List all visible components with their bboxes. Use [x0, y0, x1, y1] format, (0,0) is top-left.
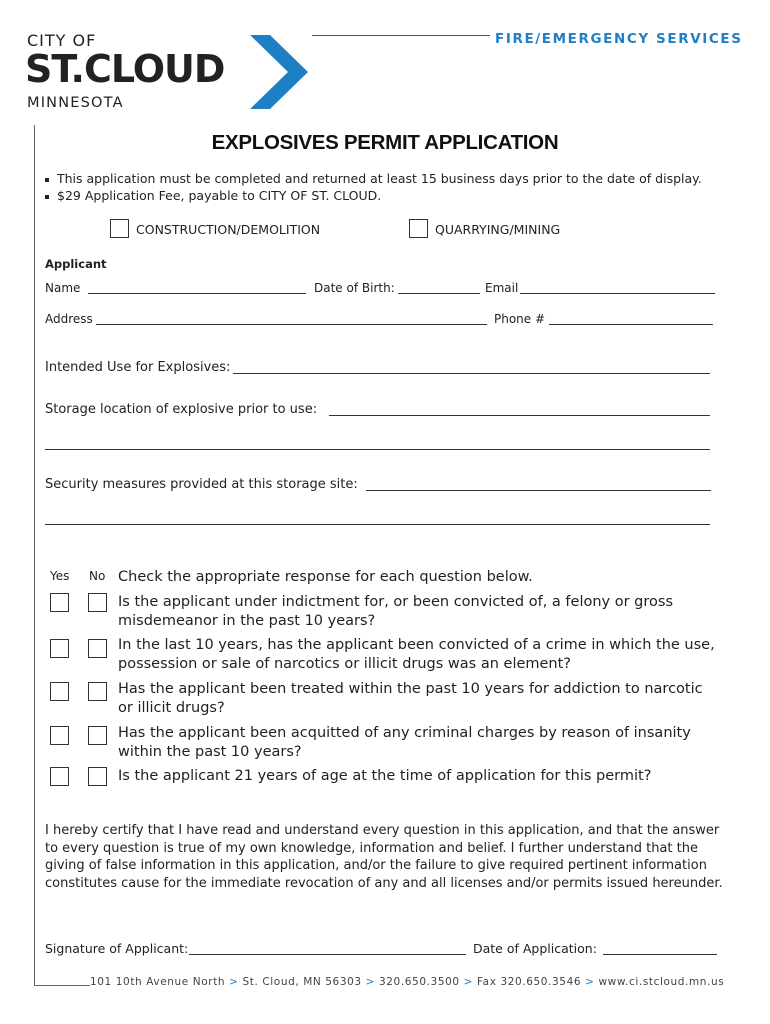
logo-chevron-icon — [250, 35, 310, 109]
phone-field[interactable] — [549, 324, 713, 325]
bullet-item — [45, 171, 702, 186]
bullet-text: This application must be completed and returned at least 15 business days prior to the date of display. — [57, 171, 702, 186]
q4-no-checkbox[interactable] — [88, 726, 107, 745]
storage-location-field[interactable] — [329, 415, 710, 416]
header-rule — [312, 35, 490, 36]
security-measures-label: Security measures provided at this storage site: — [45, 477, 358, 492]
footer-rule — [34, 985, 90, 986]
q1-no-checkbox[interactable] — [88, 593, 107, 612]
q1-yes-checkbox[interactable] — [50, 593, 69, 612]
left-margin-rule — [34, 125, 35, 985]
email-label: Email — [485, 281, 519, 295]
phone-label: Phone # — [494, 312, 546, 326]
question-1: Is the applicant under indictment for, or been convicted of, a felony or gross misdemeanor in the past 10 years? — [118, 594, 673, 629]
question-3: Has the applicant been treated within the past 10 years for addiction to narcotic or illicit drugs? — [118, 681, 703, 716]
security-measures-field-2[interactable] — [45, 524, 710, 525]
logo-city-of: CITY OF — [27, 31, 97, 50]
footer-city: St. Cloud, MN 56303 — [242, 976, 362, 988]
storage-location-label: Storage location of explosive prior to use: — [45, 402, 318, 417]
dob-field[interactable] — [398, 293, 480, 294]
quarrying-checkbox[interactable] — [409, 219, 428, 238]
question-4: Has the applicant been acquitted of any criminal charges by reason of insanity within the past 10 years? — [118, 725, 691, 760]
footer-phone: 320.650.3500 — [378, 976, 460, 988]
page-title: EXPLOSIVES PERMIT APPLICATION — [211, 131, 559, 154]
name-label: Name — [45, 281, 81, 295]
dob-label: Date of Birth: — [314, 281, 395, 295]
footer-separator: > — [365, 976, 376, 988]
footer-separator: > — [585, 976, 595, 988]
footer-separator: > — [463, 976, 474, 988]
footer-address: 101 10th Avenue North — [90, 976, 226, 988]
q4-yes-checkbox[interactable] — [50, 726, 69, 745]
address-label: Address — [45, 312, 93, 326]
construction-checkbox[interactable] — [110, 219, 129, 238]
footer-separator: > — [229, 976, 239, 988]
intended-use-field[interactable] — [233, 373, 710, 374]
name-field[interactable] — [88, 293, 306, 294]
footer-fax: Fax 320.650.3546 — [476, 976, 582, 988]
q2-yes-checkbox[interactable] — [50, 639, 69, 658]
quarrying-label: QUARRYING/MINING — [435, 222, 561, 237]
signature-label: Signature of Applicant: — [45, 941, 189, 956]
department-name: FIRE/EMERGENCY SERVICES — [495, 31, 743, 47]
date-of-application-label: Date of Application: — [473, 941, 597, 956]
security-measures-field[interactable] — [366, 490, 711, 491]
signature-field[interactable] — [189, 954, 466, 955]
storage-location-field-2[interactable] — [45, 449, 710, 450]
date-of-application-field[interactable] — [603, 954, 717, 955]
footer-contact — [90, 976, 724, 988]
questions-intro: Check the appropriate response for each question below. — [118, 569, 533, 585]
construction-label: CONSTRUCTION/DEMOLITION — [136, 222, 321, 237]
no-column-label: No — [89, 569, 106, 583]
q2-no-checkbox[interactable] — [88, 639, 107, 658]
bullet-item — [45, 188, 381, 203]
question-5: Is the applicant 21 years of age at the time of application for this permit? — [118, 768, 652, 784]
bullet-icon — [45, 195, 49, 199]
q5-no-checkbox[interactable] — [88, 767, 107, 786]
logo-state: MINNESOTA — [27, 95, 124, 111]
q5-yes-checkbox[interactable] — [50, 767, 69, 786]
logo-st-cloud: ST.CLOUD — [25, 47, 225, 91]
applicant-heading: Applicant — [45, 257, 107, 271]
bullet-text: $29 Application Fee, payable to CITY OF ST. CLOUD. — [57, 188, 382, 203]
question-2: In the last 10 years, has the applicant been convicted of a crime in which the use, possession or sale of narcotics or illicit drugs was an element? — [118, 637, 715, 672]
certification-text: I hereby certify that I have read and understand every question in this application, and that the answer to every question is true of my own knowledge, information and belief. I further understand that the giving of false information in this application, and/or the failure to give required pertinent information constitutes cause for the immediate revocation of any and all licenses and/or permits issued hereunder. — [45, 823, 723, 891]
address-field[interactable] — [96, 324, 487, 325]
intended-use-label: Intended Use for Explosives: — [45, 360, 231, 375]
yes-column-label: Yes — [50, 569, 70, 583]
footer-website: www.ci.stcloud.mn.us — [598, 976, 725, 988]
bullet-icon — [45, 178, 49, 182]
q3-yes-checkbox[interactable] — [50, 682, 69, 701]
q3-no-checkbox[interactable] — [88, 682, 107, 701]
email-field[interactable] — [520, 293, 715, 294]
